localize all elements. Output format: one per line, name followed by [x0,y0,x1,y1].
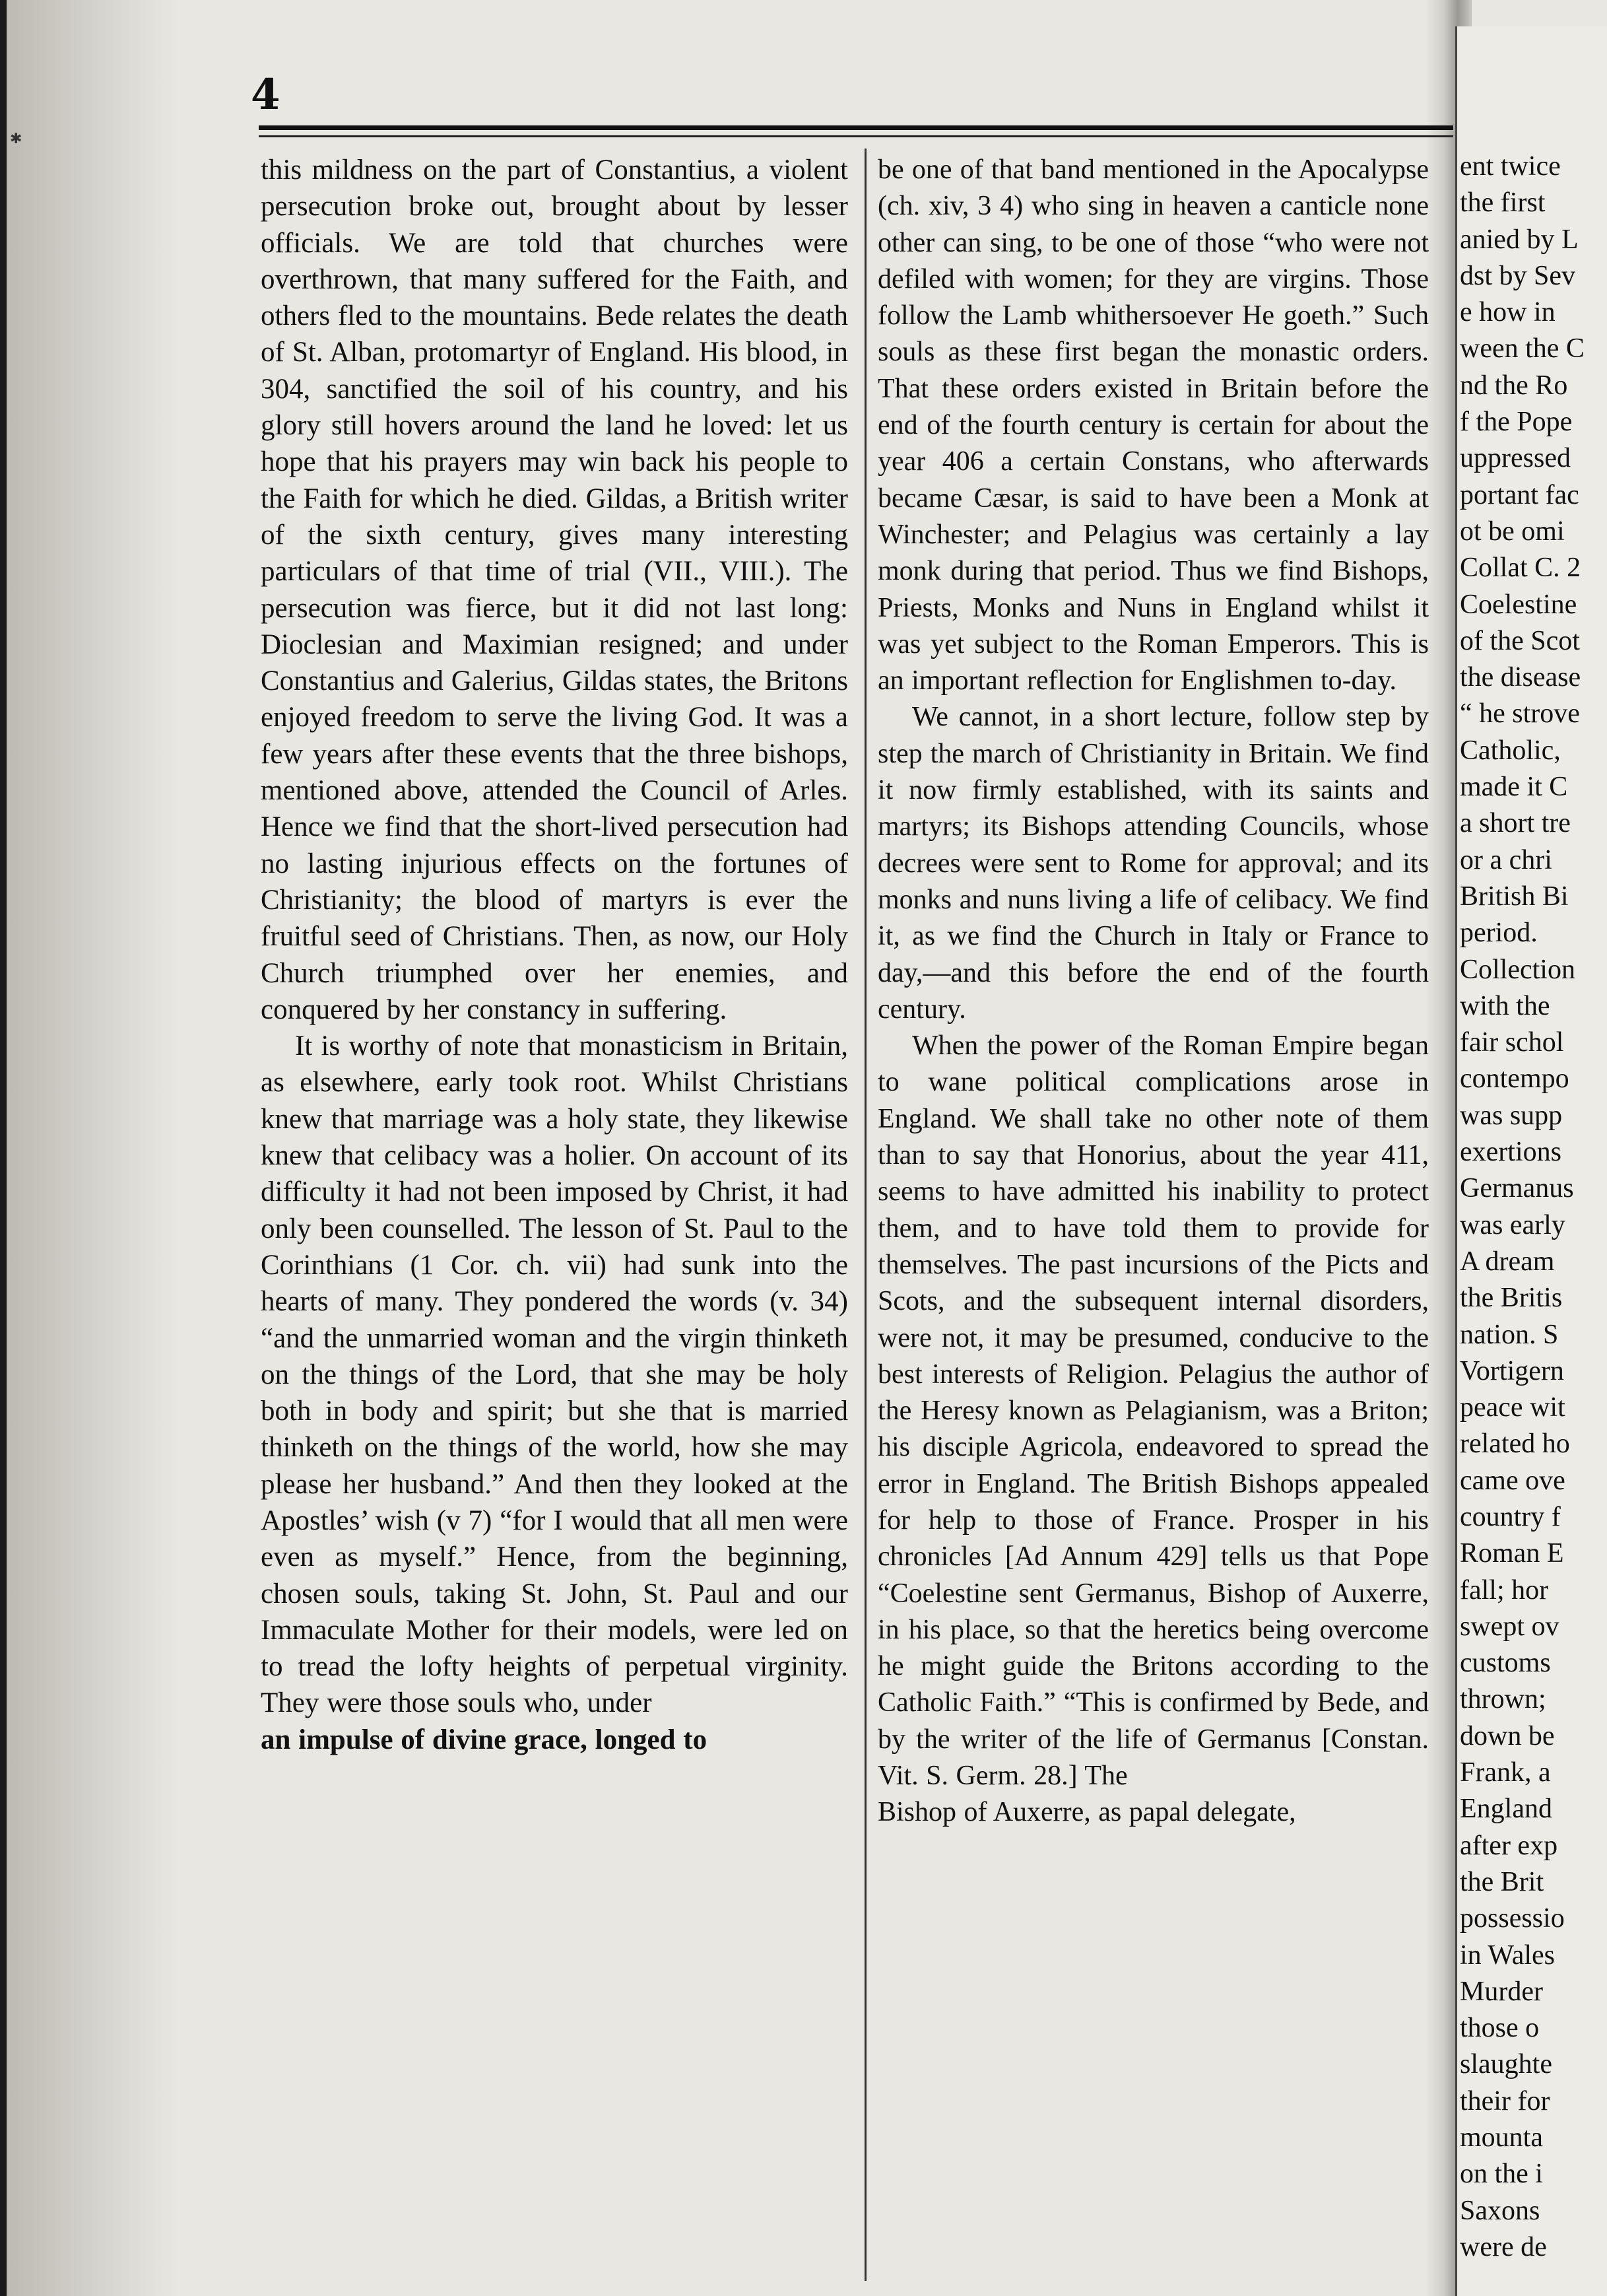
column-3-line: customs [1460,1648,1551,1679]
column-3-line: Saxons [1460,2195,1540,2226]
column-3-line: the first [1460,187,1546,219]
column-separator [865,149,867,2281]
header-rule-thick [259,125,1453,130]
column-3-line: Vortigern [1460,1355,1564,1386]
column-3-line: e how in [1460,297,1556,328]
column-2-tail: Bishop of Auxerre, as papal delegate, [878,1797,1296,1828]
column-3-line: thrown; [1460,1684,1546,1715]
column-2 [878,152,1429,1831]
scan-speck-icon: ✱ [10,131,22,147]
column-3-line: of the Scot [1460,625,1580,656]
column-3-line: the disease [1460,662,1581,693]
column-3-line: nd the Ro [1460,370,1568,401]
column-3-line: was early [1460,1209,1565,1240]
column-3-line: nation. S [1460,1319,1559,1350]
column-3-line: Murder [1460,1976,1543,2007]
column-3-line: Catholic, [1460,735,1561,766]
column-3-line: with the [1460,990,1550,1021]
column-3-line: A dream [1460,1246,1555,1277]
column-3-line: were de [1460,2231,1547,2262]
column-3-line: British Bi [1460,881,1569,912]
column-3-line: portant fac [1460,479,1579,510]
column-3-line: possessio [1460,1903,1565,1934]
column-3-line: the Brit [1460,1866,1544,1897]
column-3-line: “ he strove [1460,698,1580,729]
column-3-line: Frank, a [1460,1757,1551,1788]
column-3-line: ween the C [1460,333,1585,364]
column-3-line: Collection [1460,954,1575,985]
column-3-line: came ove [1460,1465,1565,1496]
page-number: 4 [251,70,280,119]
column-2-paragraph-2: We cannot, in a short lecture, follow step by step the march of Christianity in Britain. We find it now firmly established, with its saints and martyrs; its Bishops attending Councils, whose decrees were sent to Rome for approval; and its monks and nuns living a life of celibacy. We find it, as we find the Church in Italy or France to day,—and this before the end of the fourth century. [878,702,1429,1025]
column-3-line: related ho [1460,1429,1570,1460]
column-3-line: exertions [1460,1137,1561,1168]
column-3-line: mounta [1460,2122,1543,2153]
column-3-line: after exp [1460,1830,1558,1861]
column-3-line: made it C [1460,772,1568,803]
column-3-line: England [1460,1794,1552,1825]
column-3-line: the Britis [1460,1283,1563,1314]
left-margin-shadow [7,0,178,2296]
column-3-line: Germanus [1460,1173,1574,1204]
column-3-line: swept ov [1460,1611,1559,1642]
column-3-line: their for [1460,2085,1550,2116]
column-3-line: f the Pope [1460,407,1573,438]
column-3-line: fall; hor [1460,1574,1549,1605]
column-3-line: was supp [1460,1100,1563,1131]
column-1 [261,152,848,1758]
column-3-line: down be [1460,1720,1555,1751]
column-3-line: slaughte [1460,2049,1552,2080]
column-3-line: dst by Sev [1460,260,1576,291]
column-3-line: Coelestine [1460,589,1577,620]
column-3-line: in Wales [1460,1940,1555,1971]
column-3-line: ot be omi [1460,516,1565,547]
column-2-paragraph-1: be one of that band mentioned in the Apocalypse (ch. xiv, 3 4) who sing in heaven a canticle none other can sing, to be one of those “who were not defiled with women; for they are virgins. Those follow the Lamb whithersoever He goeth.” Such souls as these first began the monastic orders. That these orders existed in Britain before the end of the fourth century is certain for about the year 406 a certain Constans, who afterwards became Cæsar, is said to have been a Monk at Winchester; and Pelagius was certainly a lay monk during that period. Thus we find Bishops, Priests, Monks and Nuns in England whilst it was yet subject to the Roman Emperors. This is an important reflection for Englishmen to-day. [878,154,1429,696]
column-3-line: anied by L [1460,224,1579,255]
column-3-line: peace wit [1460,1392,1565,1423]
column-3-line: those o [1460,2013,1540,2044]
column-3-line: uppressed [1460,443,1571,474]
column-3-line: a short tre [1460,808,1571,839]
column-2-paragraph-3: When the power of the Roman Empire began to wane political complications arose in England. We shall take no other note of them than to say that Honorius, about the year 411, seems to have admitted his inability to protect them, and to have told them to provide for themselves. The past incursions of the Picts and Scots, and the subsequent internal disorders, were not, it may be presumed, conducive to the best interests of Religion. Pelagius the author of the Heresy known as Pelagianism, was a Briton; his disciple Agricola, endeavored to spread the error in England. The British Bishops appealed for help to those of France. Prosper in his chronicles [Ad Annum 429] tells us that Pope “Coelestine sent Germanus, Bishop of Auxerre, in his place, so that the heretics being overcome he might guide the Britons according to the Catholic Faith.” “This is confirmed by Bede, and by the writer of the life of Germanus [Constan. Vit. S. Germ. 28.] The [878,1030,1429,1792]
column-1-paragraph-2: It is worthy of note that monasticism in Britain, as elsewhere, early took root. Whilst Christians knew that marriage was a holy state, they likewise knew that celibacy was a holier. On account of its difficulty it had not been imposed by Christ, it had only been counselled. The lesson of St. Paul to the Corinthians (1 Cor. ch. vii) had sunk into the hearts of many. They pondered the words (v. 34) “and the unmarried woman and the virgin thinketh on the things of the Lord, that she may be holy both in body and spirit; but she that is married thinketh on the things of the world, how she may please her husband.” And then they looked at the Apostles’ wish (v 7) “for I would that all men were even as myself.” Hence, from the beginning, chosen souls, taking St. John, St. Paul and our Immaculate Mother for their models, were led on to tread the lofty heights of perpetual virginity. They were those souls who, under [261,1030,848,1719]
column-3-line: on the i [1460,2159,1543,2190]
column-3-line: country f [1460,1501,1561,1532]
column-1-paragraph-1: this mildness on the part of Constantius, a violent persecution broke out, brought about by lesser officials. We are told that churches were overthrown, that many suffered for the Faith, and others fled to the mountains. Bede relates the death of St. Alban, protomartyr of England. His blood, in 304, sanctified the soil of his country, and his glory still hovers around the land he loved: let us hope that his prayers may win back his people to the Faith for which he died. Gildas, a British writer of the sixth century, gives many interesting particulars of that time of trial (VII., VIII.). The persecution was fierce, but it did not last long: Dioclesian and Maximian resigned; and under Constantius and Galerius, Gildas states, the Britons enjoyed freedom to serve the living God. It was a few years after these events that the three bishops, mentioned above, attended the Council of Arles. Hence we find that the short-lived persecution had no lasting injurious effects on the fortunes of Christianity; the blood of martyrs is ever the fruitful seed of Christians. Then, as now, our Holy Church triumphed over her enemies, and conquered by her constancy in suffering. [261,154,848,1025]
column-3-line: Collat C. 2 [1460,553,1581,584]
column-3-line: fair schol [1460,1027,1564,1058]
column-3-line: ent twice [1460,151,1561,182]
header-rule-thin [259,135,1453,137]
column-3-line: Roman E [1460,1538,1564,1569]
column-3-line: contempo [1460,1064,1569,1095]
column-3-fragments [1460,149,1607,2266]
column-1-tail: an impulse of divine grace, longed to [261,1724,707,1755]
column-3-line: period. [1460,918,1538,949]
column-3-line: or a chri [1460,844,1552,875]
